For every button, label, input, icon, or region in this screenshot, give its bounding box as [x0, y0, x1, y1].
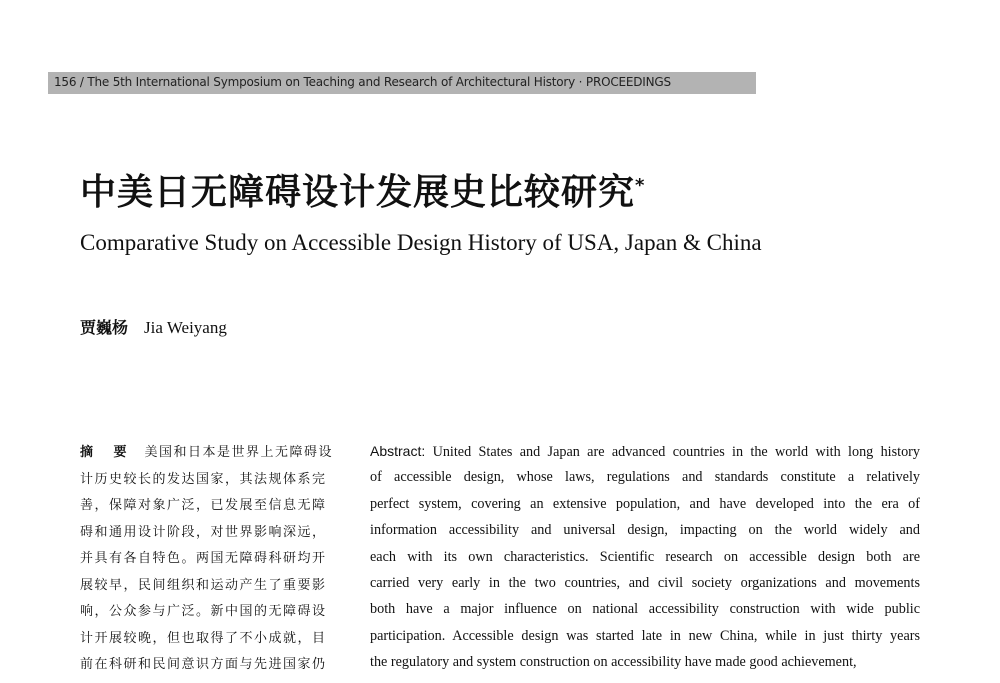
abstract-cn-line: 善，保障对象广泛，已发展至信息无障 [80, 498, 327, 513]
abstract-cn-line [80, 444, 342, 471]
abstract-en-line: of accessible design, whose laws, regulations and standards constitute a relatively [370, 469, 920, 486]
title-english: Comparative Study on Accessible Design History of USA, Japan & China [80, 230, 762, 255]
abstract-en-line: information accessibility and universal design, impacting on the world widely and [370, 522, 920, 539]
abstract-en-text: United States and Japan are advanced countries in the world with long history [432, 444, 920, 460]
author-name-english: Jia Weiyang [144, 318, 227, 337]
abstract-en-line: the regulatory and system construction on accessibility have made good achievement, [370, 654, 857, 671]
abstract-en-line: participation. Accessible design was started late in new China, while in just thirty years [370, 627, 920, 644]
title-chinese [80, 164, 645, 215]
abstract-cn-label: 摘 要 [80, 445, 135, 460]
author-name-chinese: 贾巍杨 [80, 318, 129, 337]
abstract-en-line: both have a major influence on national accessibility construction with wide public [370, 601, 920, 618]
abstract-en-line: each with its own characteristics. Scientific research on accessible design both are [370, 548, 920, 565]
abstract-cn-line: 响，公众参与广泛。新中国的无障碍设 [80, 604, 327, 619]
abstract-cn-line: 计历史较长的发达国家，其法规体系完 [80, 471, 327, 487]
abstract-cn-line: 前在科研和民间意识方面与先进国家仍 [80, 657, 327, 672]
running-header-text: 156 / The 5th International Symposium on Teaching and Research of Architectural History · PROCEEDINGS [54, 75, 671, 89]
author-line [80, 315, 227, 338]
abstract-chinese [80, 444, 342, 683]
abstract-english [370, 441, 920, 679]
abstract-cn-line: 并具有各自特色。两国无障碍科研均开 [80, 551, 327, 566]
abstract-cn-line: 展较早，民间组织和运动产生了重要影 [80, 577, 327, 593]
abstract-en-line [370, 441, 920, 467]
abstract-en-label: Abstract: [370, 443, 426, 459]
abstract-en-line: carried very early in the two countries, and civil society organizations and movements [370, 574, 920, 591]
title-footnote-mark: * [635, 175, 646, 196]
abstract-cn-line: 碍和通用设计阶段，对世界影响深远， [80, 524, 327, 540]
abstract-en-line: perfect system, covering an extensive population, and have developed into the era of [370, 495, 920, 512]
title-chinese-text: 中美日无障碍设计发展史比较研究 [80, 172, 636, 213]
abstract-cn-line: 计开展较晚，但也取得了不小成就，目 [80, 630, 327, 646]
running-header-bar [48, 72, 756, 94]
abstract-cn-text: 美国和日本是世界上无障碍设 [144, 445, 334, 460]
